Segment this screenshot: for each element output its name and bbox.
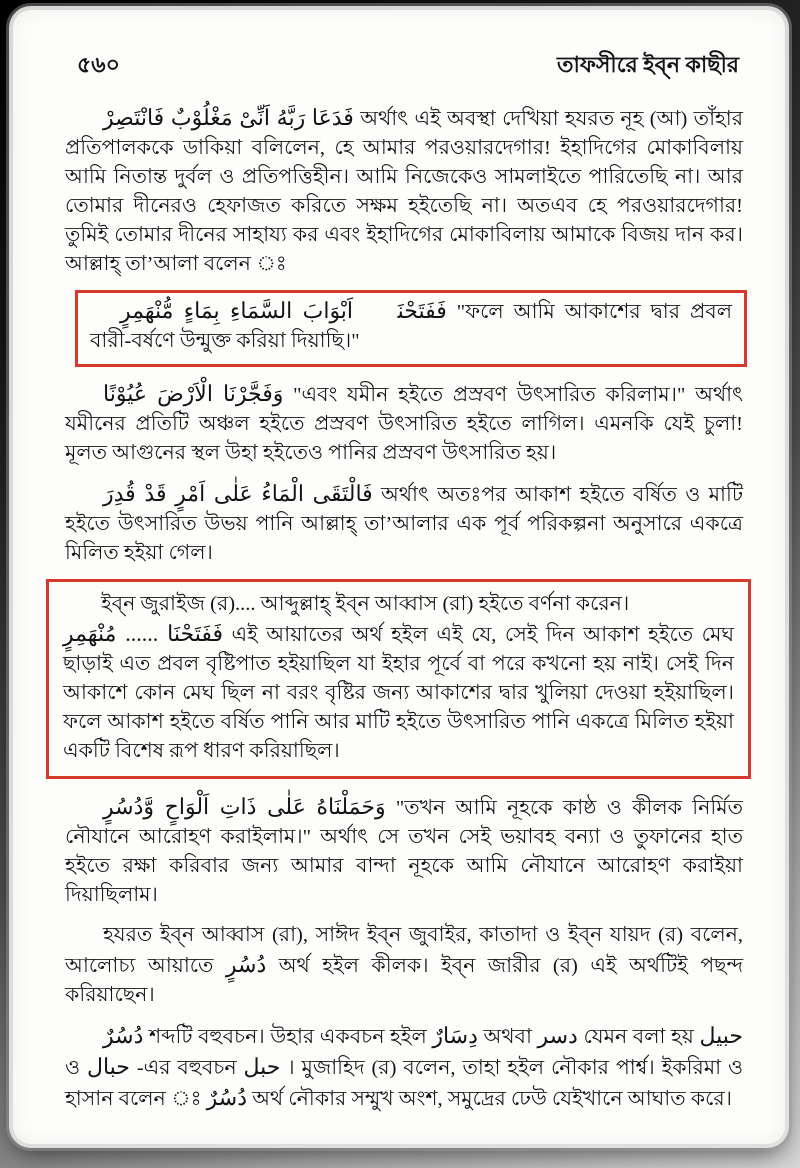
book-title: তাফসীরে ইব্‌ন কাছীর xyxy=(556,52,739,77)
arabic-word-habl: حبل xyxy=(243,1054,281,1079)
highlight-box-ibn-jurayj-narration xyxy=(46,579,751,779)
bangla-text: অর্থাৎ এই অবস্থা দেখিয়া হযরত নূহ (আ) তাঁহার প্রতিপালককে ডাকিয়া বলিলেন, হে আমার পরওয়ারদেগার! ইহাদিগের মোকাবিলায় আমি নিতান্ত দুর্বল ও প্রতিপত্তিহীন। আমি নিজেকেও সামলাইতে পারিতেছি না। আর তোমার দীনেরও হেফাজত করিতে সক্ষম হইতেছি না। অতএব হে পরওয়ারদেগার! তুমিই তোমার দীনের সাহায্য কর এবং ইহাদিগের মোকাবিলায় আমাকে বিজয় দান কর। আল্লাহ্‌ তা’আলা বলেন ঃ xyxy=(65,108,744,275)
bangla-text-after: অর্থ হইল কীলক। ইব্‌ন জারীর (র) এই অর্থটিই পছন্দ করিয়াছেন। xyxy=(65,955,744,1006)
bangla-segment: যেমন বলা হয় xyxy=(583,1026,694,1048)
paragraph-dusur-plural xyxy=(65,1021,743,1114)
arabic-verse-54-10: فَدَعَا رَبَّهُ اَنِّىْ مَغْلُوْبٌ فَانْتَصِرْ xyxy=(103,105,354,130)
arabic-word-dusur-2: دُسُرٌ xyxy=(103,1023,144,1048)
narration-opening-line: ইব্‌ন জুরাইজ (র).... আব্দুল্লাহ্‌ ইব্‌ন আব্বাস (রা) হইতে বর্ণনা করেন। xyxy=(101,593,630,615)
page-body xyxy=(65,103,743,1114)
page-header xyxy=(77,48,739,85)
arabic-word-disar: دِسَارٌ xyxy=(432,1023,478,1048)
paragraph-ark-planks xyxy=(65,792,743,910)
highlight-box-verse-54-11 xyxy=(75,290,747,367)
arabic-word-dasar: دسر xyxy=(537,1023,578,1048)
bangla-segment: -এর বহুবচন xyxy=(136,1057,237,1079)
arabic-verse-54-11: فَفَتَحْنَاۤ اَبْوَابَ السَّمَاءِ بِمَاءٍ مُّنْهَمِرٍ xyxy=(120,298,447,323)
narration-body: এই আয়াতের অর্থ হইল এই যে, সেই দিন আকাশ হইতে মেঘ ছাড়াই এত প্রবল বৃষ্টিপাত হইয়াছিল যা ইহার পূর্বে বা পরে কখনো হয় নাই। সেই দিন আকাশে কোন মেঘ ছিল না বরং বৃষ্টির জন্য আকাশের দ্বার খুলিয়া দেওয়া হইয়াছিল। ফলে আকাশ হইতে বর্ষিত পানি আর মাটি হইতে উৎসারিত পানি একত্রে মিলিত হইয়া একটি বিশেষ রূপ ধারণ করিয়াছিল। xyxy=(63,624,735,762)
arabic-word-dusur-3: دُسُرٌ xyxy=(206,1085,248,1110)
arabic-word-dusur: دُسُرٍ xyxy=(225,952,267,977)
arabic-verse-54-13: وَحَمَلْنَاهُ عَلٰى ذَاتِ اَلْوَاحٍ وَّدُسُرٍ xyxy=(103,794,386,819)
arabic-word-habil: حبيل xyxy=(699,1023,743,1048)
bangla-segment: অথবা xyxy=(483,1026,532,1048)
bangla-text: "তখন আমি নূহকে কাষ্ঠ ও কীলক নির্মিত নৌযানে আরোহণ করাইলাম।" অর্থাৎ সে তখন সেই ভয়াবহ বন্যা ও তুফানের হাত হইতে রক্ষা করিবার জন্য আমার বান্দা নূহকে আমি নৌযানে আরোহণ করাইয়া দিয়াছিলাম। xyxy=(65,797,743,906)
paragraph-springs xyxy=(65,379,743,468)
paragraph-nuh-dua xyxy=(65,103,743,279)
bangla-segment: ও xyxy=(65,1057,81,1079)
bangla-segment: অর্থ নৌকার সম্মুখ অংশ, সমুদ্রের ঢেউ যেইখানে আঘাত করে। xyxy=(252,1088,732,1110)
bangla-segment: শব্দটি বহুবচন। উহার একবচন হইল xyxy=(148,1026,427,1048)
arabic-phrase-fafatahna-munhamir: فَفَتَحْنَا ...... مُنْهَمِرٍ xyxy=(63,621,224,646)
arabic-word-hibal: حبال xyxy=(86,1054,130,1079)
bangla-segment: । মুজাহিদ (র) বলেন, তাহা হইল নৌকার পার্শ্ব। ইকরিমা ও হাসান বলেন ঃ xyxy=(65,1057,744,1110)
arabic-verse-54-12a: وَفَجَّرْنَا الْاَرْضَ عُيُوْنًا xyxy=(103,381,284,406)
book-page xyxy=(13,10,785,1144)
page-number: ৫৬০ xyxy=(77,52,120,77)
bangla-translation: "ফলে আমি আকাশের দ্বার প্রবল বারী-বর্ষণে উন্মুক্ত করিয়া দিয়াছি।" xyxy=(90,301,732,352)
bangla-text: অর্থাৎ অতঃপর আকাশ হইতে বর্ষিত ও মাটি হইতে উৎসারিত উভয় পানি আল্লাহ্‌ তা’আলার এক পূর্ব পরিকল্পনা অনুসারে একত্রে মিলিত হইয়া গেল। xyxy=(65,484,744,564)
bangla-text: "এবং যমীন হইতে প্রস্রবণ উৎসারিত করিলাম।" অর্থাৎ যমীনের প্রতিটি অঞ্চল হইতে প্রস্রবণ উৎসারিত হইতে লাগিল। এমনকি যেই চুলা! মূলত আগুনের স্থল উহা হইতেও পানির প্রস্রবণ উৎসারিত হয়। xyxy=(65,384,744,464)
paragraph-waters-met xyxy=(65,479,743,568)
arabic-verse-54-12b: فَالْتَقَى الْمَاءُ عَلٰى اَمْرٍ قَدْ قُدِرَ xyxy=(103,481,373,506)
bangla-text-before: হযরত ইব্‌ন আব্বাস (রা), সাঈদ ইব্‌ন জুবাইর, কাতাদা ও ইব্‌ন যায়দ (র) বলেন, আলোচ্য আয়াতে xyxy=(65,924,743,977)
paragraph-dusur-meaning xyxy=(65,921,743,1010)
